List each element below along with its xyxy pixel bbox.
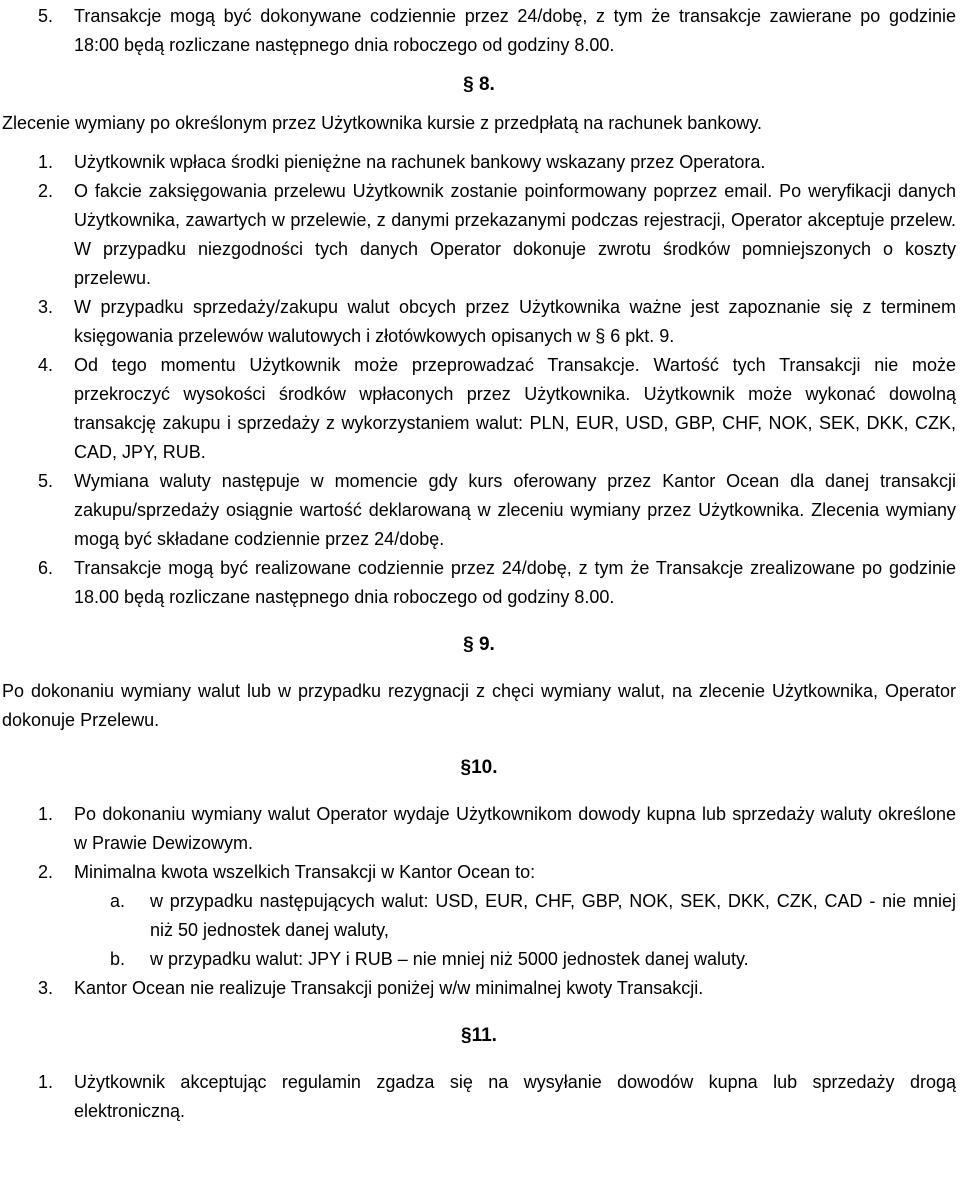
item-text: Transakcje mogą być realizowane codziennie przez 24/dobę, z tym że Transakcje zrealizowane po godzinie 18.00 będą rozliczane następnego dnia roboczego od godziny 8.00.: [74, 558, 956, 607]
item-text: Od tego momentu Użytkownik może przeprowadzać Transakcje. Wartość tych Transakcji nie może przekroczyć wysokości środków wpłaconych przez Użytkownika. Użytkownik może wykonać dowolną transakcję zakupu i sprzedaży z wykorzystaniem walut: PLN, EUR, USD, GBP, CHF, NOK, SEK, DKK, CZK, CAD, JPY, RUB.: [74, 355, 956, 462]
item-number: 5.: [38, 471, 54, 491]
section-11-heading: §11.: [461, 1025, 497, 1046]
section11-item-1: [2, 1068, 956, 1126]
item-number: 5.: [38, 6, 54, 26]
item-number: 3.: [38, 297, 54, 317]
item-number: 1.: [38, 804, 54, 824]
section8-item-4: [2, 351, 956, 467]
section-9-heading: § 9.: [463, 634, 495, 655]
item-number: 1.: [38, 152, 54, 172]
item-text: Transakcje mogą być dokonywane codziennie przez 24/dobę, z tym że transakcje zawierane po godzinie 18:00 będą rozliczane następnego dnia roboczego od godziny 8.00.: [74, 6, 956, 55]
section8-item-1: [2, 148, 956, 177]
section10-item-2: [2, 858, 956, 887]
section-9-text: Po dokonaniu wymiany walut lub w przypadku rezygnacji z chęci wymiany walut, na zlecenie Użytkownika, Operator dokonuje Przelewu.: [2, 681, 956, 730]
item-number: 2.: [38, 181, 54, 201]
section-10-heading: §10.: [460, 757, 498, 778]
section8-item-3: [2, 293, 956, 351]
section10-subitem-b: [74, 945, 956, 974]
item-number: 4.: [38, 355, 54, 375]
item-text: Minimalna kwota wszelkich Transakcji w Kantor Ocean to:: [74, 862, 536, 882]
item-number: 6.: [38, 558, 54, 578]
subitem-letter: a.: [110, 891, 126, 911]
section-8-intro: Zlecenie wymiany po określonym przez Użytkownika kursie z przedpłatą na rachunek bankowy.: [2, 113, 763, 133]
item-number: 2.: [38, 862, 54, 882]
subitem-letter: b.: [110, 949, 126, 969]
item-number: 1.: [38, 1072, 54, 1092]
section10-subitem-a: [74, 887, 956, 945]
item-text: Użytkownik akceptując regulamin zgadza się na wysyłanie dowodów kupna lub sprzedaży drogą elektroniczną.: [74, 1072, 956, 1121]
item-text: Po dokonaniu wymiany walut Operator wydaje Użytkownikom dowody kupna lub sprzedaży waluty określone w Prawie Dewizowym.: [74, 804, 956, 853]
item-text: O fakcie zaksięgowania przelewu Użytkownik zostanie poinformowany poprzez email. Po weryfikacji danych Użytkownika, zawartych w przelewie, z danymi przekazanymi podczas rejestracji, Operator akceptuje przelew. W przypadku niezgodności tych danych Operator dokonuje zwrotu środków pomniejszonych o koszty przelewu.: [74, 181, 956, 288]
section8-item-2: [2, 177, 956, 293]
item-text: Użytkownik wpłaca środki pieniężne na rachunek bankowy wskazany przez Operatora.: [74, 152, 766, 172]
subitem-text: w przypadku następujących walut: USD, EUR, CHF, GBP, NOK, SEK, DKK, CZK, CAD - nie mniej niż 50 jednostek danej waluty,: [150, 891, 956, 940]
item-number: 3.: [38, 978, 54, 998]
section-8-heading: § 8.: [463, 74, 495, 95]
section8-item-5: [2, 467, 956, 554]
section10-item-1: [2, 800, 956, 858]
item-text: Kantor Ocean nie realizuje Transakcji poniżej w/w minimalnej kwoty Transakcji.: [74, 978, 704, 998]
item-text: W przypadku sprzedaży/zakupu walut obcych przez Użytkownika ważne jest zapoznanie się z terminem księgowania przelewów walutowych i złotówkowych opisanych w § 6 pkt. 9.: [74, 297, 956, 346]
item-text: Wymiana waluty następuje w momencie gdy kurs oferowany przez Kantor Ocean dla danej transakcji zakupu/sprzedaży osiągnie wartość deklarowaną w zleceniu wymiany przez Użytkownika. Zlecenia wymiany mogą być składane codziennie przez 24/dobę.: [74, 471, 956, 549]
section8-item-6: [2, 554, 956, 612]
section10-item-3: [2, 974, 956, 1003]
subitem-text: w przypadku walut: JPY i RUB – nie mniej niż 5000 jednostek danej waluty.: [150, 949, 749, 969]
section7-item-5: [2, 2, 956, 60]
